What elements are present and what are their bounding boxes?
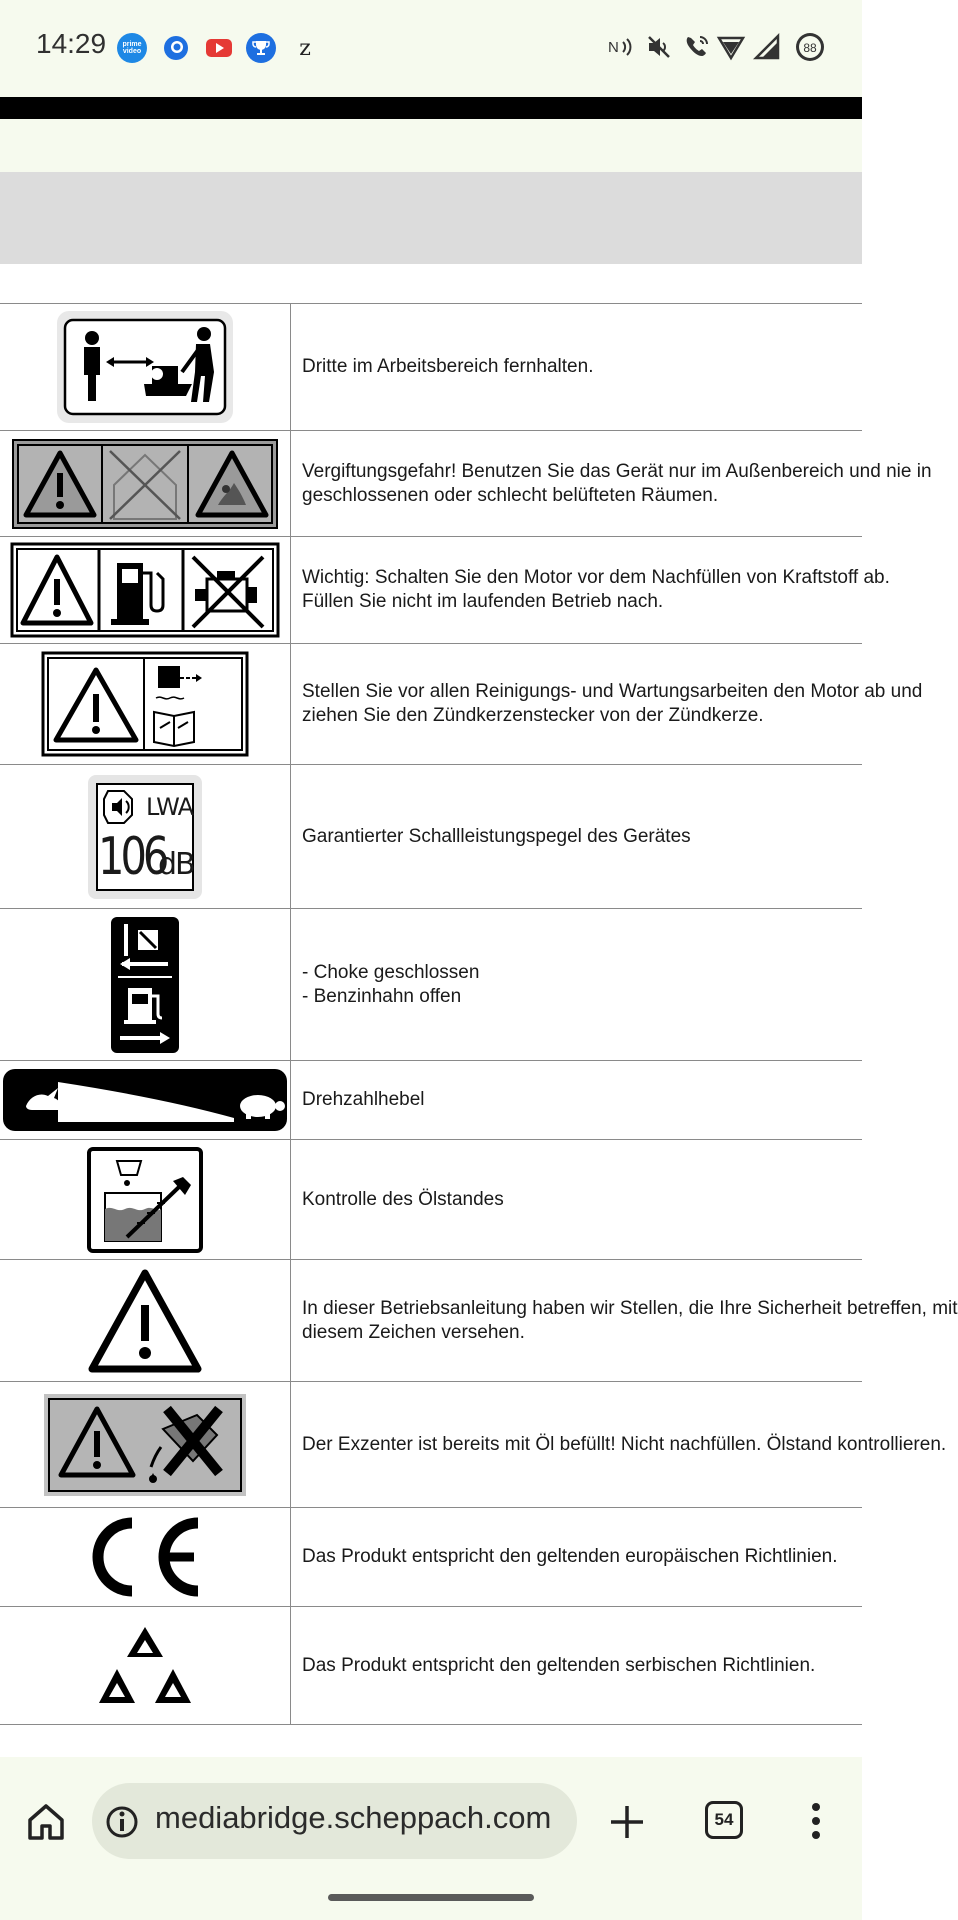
prime-video-icon xyxy=(117,33,147,63)
plus-icon xyxy=(607,1802,647,1842)
svg-text:N: N xyxy=(608,39,619,56)
gesture-nav-handle[interactable] xyxy=(328,1894,534,1901)
url-text: mediabridge.scheppach.com xyxy=(155,1800,552,1835)
table-row xyxy=(0,1061,862,1140)
page-subheader xyxy=(0,119,862,172)
table-row xyxy=(0,909,862,1061)
row-description: Stellen Sie vor allen Reinigungs- und Wartungsarbeiten den Motor ab und ziehen Sie den Zündkerzenstecker von der Zündkerze. xyxy=(302,681,923,726)
battery-icon xyxy=(793,30,827,64)
warning-triangle-icon xyxy=(0,1260,291,1381)
row-description: Drehzahlhebel xyxy=(302,1089,425,1110)
row-description: Wichtig: Schalten Sie den Motor vor dem Nachfüllen von Kraftstoff ab. Füllen Sie nicht im laufenden Betrieb nach. xyxy=(302,567,890,612)
table-row xyxy=(0,644,923,765)
tab-count: 54 xyxy=(714,1810,734,1829)
home-icon xyxy=(26,1800,66,1842)
db-value: 106 xyxy=(98,826,166,887)
lwa-label: LWA xyxy=(146,792,194,821)
sound-power-level-icon xyxy=(0,765,291,908)
row-description: In dieser Betriebsanleitung haben wir Stellen, die Ihre Sicherheit betreffen, mit diesem Zeichen versehen. xyxy=(302,1297,958,1343)
z-app-icon xyxy=(290,33,320,63)
row-description: Das Produkt entspricht den geltenden europäischen Richtlinien. xyxy=(302,1546,838,1567)
row-description: Dritte im Arbeitsbereich fernhalten. xyxy=(302,356,594,377)
db-unit: dB xyxy=(158,846,194,882)
mute-icon xyxy=(644,30,674,64)
wifi-calling-icon xyxy=(682,30,712,64)
row-description: Kontrolle des Ölstandes xyxy=(302,1188,504,1210)
tab-switcher-button[interactable] xyxy=(705,1801,743,1839)
table-row xyxy=(0,537,890,644)
status-time: 14:29 xyxy=(36,28,107,59)
trophy-icon xyxy=(246,33,276,63)
wifi-icon xyxy=(716,30,746,64)
table-row xyxy=(0,304,862,431)
z-app-label: z xyxy=(299,35,311,61)
row-description: Der Exzenter ist bereits mit Öl befüllt! Nicht nachfüllen. Ölstand kontrollieren. xyxy=(302,1433,947,1455)
row-description: - Choke geschlossen - Benzinhahn offen xyxy=(302,961,480,1007)
ce-mark-icon xyxy=(0,1508,291,1606)
poisoning-hazard-icon xyxy=(0,431,291,536)
more-vert-icon xyxy=(806,1800,826,1842)
table-row xyxy=(0,765,862,909)
table-row xyxy=(0,1607,862,1725)
stop-engine-before-refuel-icon xyxy=(0,537,291,643)
nfc-icon xyxy=(606,30,636,64)
row-description: Das Produkt entspricht den geltenden serbischen Richtlinien. xyxy=(302,1654,816,1676)
row-description: Vergiftungsgefahr! Benutzen Sie das Gerät nur im Außenbereich und nie in geschlossenen oder schlecht belüfteten Räumen. xyxy=(302,460,932,506)
youtube-icon xyxy=(204,33,234,63)
site-info-icon[interactable] xyxy=(104,1804,140,1840)
maintenance-warning-icon xyxy=(0,644,291,764)
page-header-bar xyxy=(0,97,862,119)
menu-button[interactable] xyxy=(806,1800,826,1842)
battery-level: 88 xyxy=(803,41,817,55)
serbian-conformity-icon xyxy=(0,1607,291,1724)
symbol-table xyxy=(0,303,958,1725)
keep-bystanders-away-icon xyxy=(0,304,291,430)
table-row xyxy=(0,431,932,537)
table-row xyxy=(0,1260,958,1382)
home-button[interactable] xyxy=(26,1800,66,1842)
gray-banner xyxy=(0,172,862,264)
table-row xyxy=(0,1382,947,1508)
prime-video-label: prime video xyxy=(122,41,142,55)
throttle-lever-icon xyxy=(0,1061,291,1139)
row-description: Garantierter Schallleistungspegel des Gerätes xyxy=(302,825,691,847)
table-row xyxy=(0,1140,862,1260)
table-row xyxy=(0,1508,862,1607)
do-not-refill-oil-icon xyxy=(0,1382,291,1507)
oil-level-check-icon xyxy=(0,1140,291,1259)
signal-icon xyxy=(752,30,782,64)
new-tab-button[interactable] xyxy=(607,1802,647,1842)
browser-icon xyxy=(161,33,191,63)
choke-fuel-tap-icon xyxy=(0,909,291,1060)
